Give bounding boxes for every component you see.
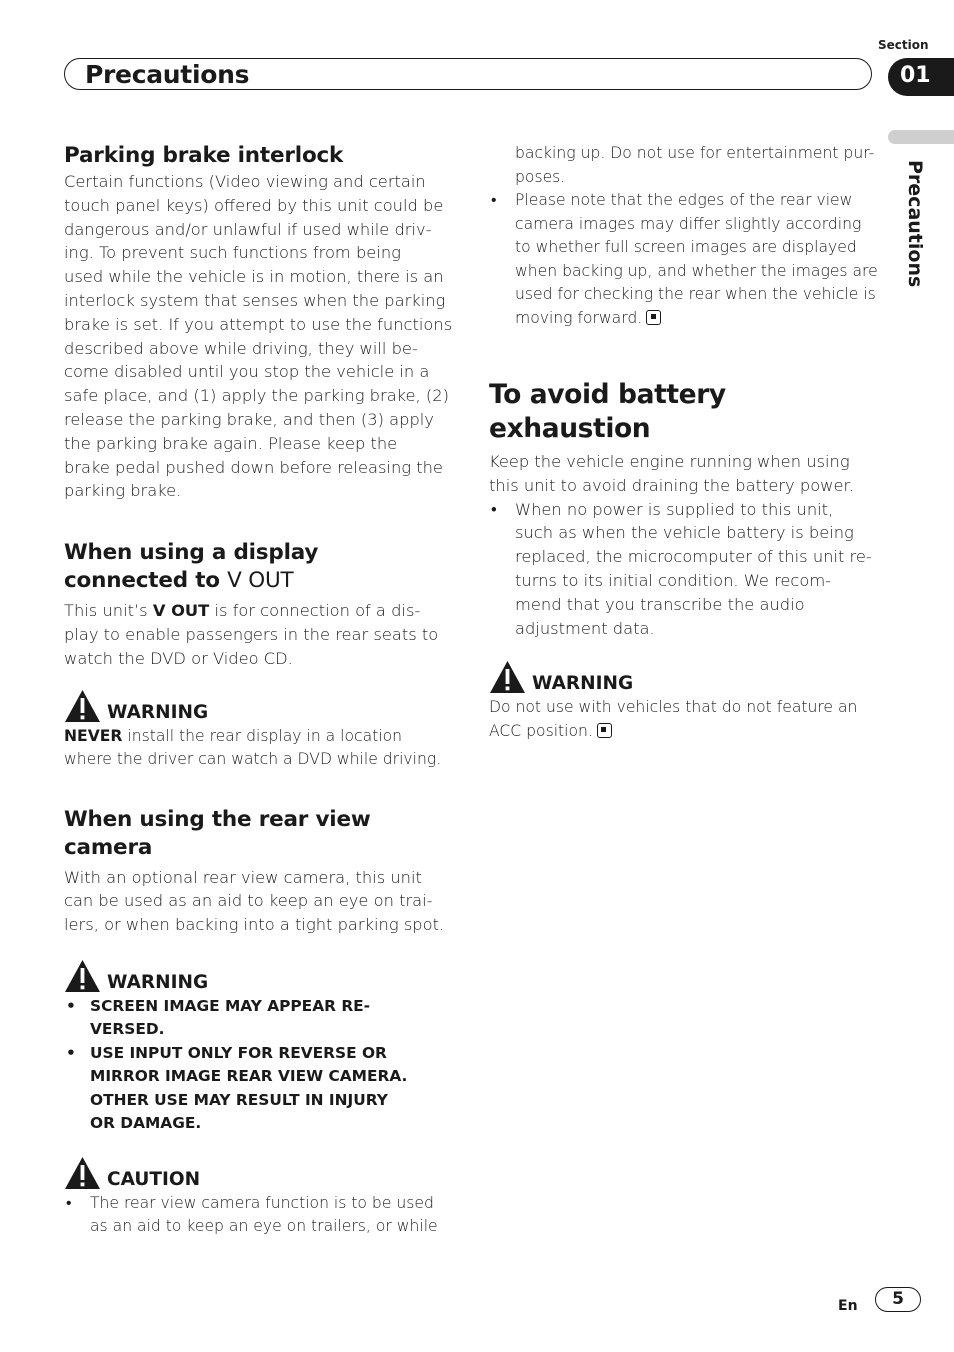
text-line: backing up. Do not use for entertainment pur- [515,144,875,162]
text-line: the parking brake again. Please keep the [64,433,398,453]
text-line: Do not use with vehicles that do not feature an [489,698,858,717]
list-item-continued [489,142,881,189]
text-line: moving forward. [515,308,643,327]
warning-rear-display-body [64,725,456,772]
text-line: brake pedal pushed down before releasing the [64,457,443,477]
text-line: With an optional rear view camera, this unit [64,867,422,887]
text-line: turns to its initial condition. We recom- [515,570,832,590]
parking-brake-section [64,142,456,503]
left-column [64,142,456,1239]
text-line: release the parking brake, and then (3) apply [64,409,434,429]
display-vout-section [64,539,456,670]
warning-header [489,660,881,694]
battery-section [489,378,881,640]
text-line: parking brake. [64,481,182,501]
text-line: install the rear display in a location [122,726,403,745]
text-line: OR DAMAGE. [90,1114,202,1133]
rear-camera-heading: When using the rear view camera [64,806,371,860]
warning-acc-position [489,660,881,743]
list-item [64,1042,456,1136]
caution-rear-camera [64,1156,456,1239]
battery-heading: To avoid battery exhaustion [489,379,726,444]
battery-intro [489,450,881,498]
warning-label: WARNING [532,673,634,695]
heading-line: When using a display [64,540,319,566]
display-vout-heading [64,539,456,595]
warning-header [64,689,456,723]
list-item [64,995,456,1042]
text-line: dangerous and/or unlawful if used while driv- [64,219,432,239]
text-line: watch the DVD or Video CD. [64,648,293,668]
never-emphasis: NEVER [64,726,123,745]
text-line: poses. [515,167,566,186]
text-line: The rear view camera function is to be used [90,1193,434,1212]
text-line: Please note that the edges of the rear view [515,191,853,209]
text-line: camera images may differ slightly according [515,214,862,233]
text-line: ACC position. [489,721,593,740]
text-line: is for connection of a dis- [209,601,421,621]
text-line: Keep the vehicle engine running when using [489,452,850,471]
text-line: when backing up, and whether the images are [515,261,878,280]
rear-camera-section [64,806,456,937]
warning-screen-image-list [64,995,456,1136]
warning-acc-body [489,696,881,743]
text-line: used while the vehicle is in motion, there is an [64,267,444,287]
text-line: SCREEN IMAGE MAY APPEAR RE- [90,996,371,1015]
language-code: En [838,1298,858,1314]
section-number: 01 [900,63,931,88]
caution-header [64,1156,456,1190]
text-line: brake is set. If you attempt to use the functions [64,314,453,334]
text-line: interlock system that senses when the parking [64,290,446,310]
text-line: touch panel keys) offered by this unit could be [64,195,444,215]
end-of-section-icon [646,310,661,325]
caution-triangle-icon [64,1156,101,1190]
text-line: MIRROR IMAGE REAR VIEW CAMERA. [90,1067,408,1086]
rear-camera-body [64,866,456,937]
text-line: described above while driving, they will be- [64,338,418,358]
text-line: come disabled until you stop the vehicle in a [64,362,430,382]
warning-header [64,959,456,993]
text-line: lers, or when backing into a tight parking spot. [64,915,445,935]
text-line: as an aid to keep an eye on trailers, or while [90,1217,438,1236]
page-title: Precautions [85,60,250,89]
text-line: When no power is supplied to this unit, [515,499,834,519]
list-item [489,189,881,330]
warning-triangle-icon [64,959,101,993]
text-line: replaced, the microcomputer of this unit re- [515,547,872,567]
caution-label: CAUTION [107,1168,201,1190]
page-number: 5 [875,1287,921,1312]
page-title-banner [64,58,872,90]
battery-list [489,498,881,641]
text-line: safe place, and (1) apply the parking brake, (2) [64,386,449,406]
text-line: play to enable passengers in the rear seats to [64,624,439,644]
heading-line: connected to [64,568,228,594]
text-line: adjustment data. [515,618,655,638]
warning-triangle-icon [64,689,101,723]
caution-continued-list [489,142,881,330]
text-line: used for checking the rear when the vehicle is [515,285,876,303]
text-line: where the driver can watch a DVD while driving. [64,750,442,769]
parking-brake-body [64,170,456,503]
vout-term: V OUT [152,601,210,621]
display-vout-body [64,599,456,670]
right-column [489,142,881,743]
text-line: This unit’s [64,601,153,621]
text-line: mend that you transcribe the audio [515,594,805,614]
text-line: this unit to avoid draining the battery power. [489,475,854,495]
text-line: such as when the vehicle battery is being [515,523,854,543]
warning-screen-image [64,959,456,1136]
text-line: can be used as an aid to keep an eye on trai- [64,891,433,911]
warning-rear-display [64,689,456,772]
warning-label: WARNING [107,971,209,993]
side-tab-marker [888,130,954,144]
end-of-section-icon [597,723,612,738]
list-item [489,498,881,641]
section-label: Section [878,38,929,52]
list-item [64,1192,456,1239]
warning-label: WARNING [107,701,209,723]
warning-triangle-icon [489,660,526,694]
text-line: ing. To prevent such functions from being [64,243,401,263]
heading-vout-term: V OUT [227,568,294,594]
parking-brake-heading: Parking brake interlock [64,143,344,168]
text-line: USE INPUT ONLY FOR REVERSE OR [90,1043,387,1062]
text-line: OTHER USE MAY RESULT IN INJURY [90,1090,388,1109]
text-line: to whether full screen images are displayed [515,238,857,256]
caution-list [64,1192,456,1239]
text-line: VERSED. [90,1020,165,1039]
side-section-label: Precautions [904,160,926,288]
text-line: Certain functions (Video viewing and certain [64,172,426,191]
section-number-badge [888,58,954,96]
